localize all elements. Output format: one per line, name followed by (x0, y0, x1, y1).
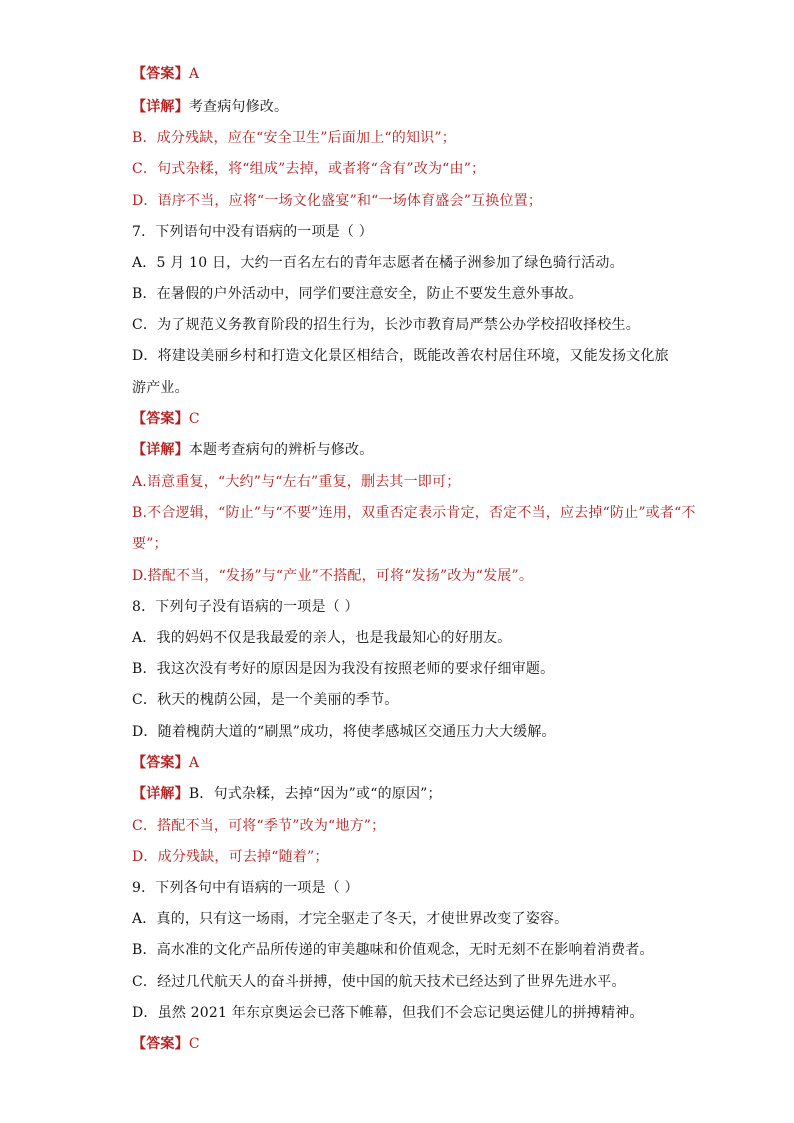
answer-label: 【答案】 (132, 1036, 189, 1052)
question-stem: 7．下列语句中没有语病的一项是（ ） (132, 224, 373, 240)
answer-value: A (188, 755, 200, 771)
detail-line (132, 440, 373, 460)
question-stem: 8．下列句子没有语病的一项是（ ） (132, 599, 359, 615)
option-line: A．真的，只有这一场雨，才完全驱走了冬天，才使世界改变了姿容。 (132, 911, 569, 927)
option-line: C．为了规范义务教育阶段的招生行为，长沙市教育局严禁公办学校招收择校生。 (132, 317, 640, 333)
option-line: B．高水准的文化产品所传递的审美趣味和价值观念，无时无刻不在影响着消费者。 (132, 942, 654, 958)
explanation-line: D.搭配不当，“发扬”与“产业”不搭配，可将“发扬”改为“发展”。 (132, 568, 534, 584)
option-line: C．秋天的槐荫公园，是一个美丽的季节。 (132, 692, 399, 708)
detail-text: 考查病句修改。 (188, 99, 289, 115)
answer-value: C (188, 411, 200, 427)
question-stem: 9．下列各句中有语病的一项是（ ） (132, 880, 359, 896)
answer-value: A (188, 66, 200, 82)
option-line: D．随着槐荫大道的“刷黑”成功，将使孝感城区交通压力大大缓解。 (132, 724, 556, 740)
option-line: D．虽然 2021 年东京奥运会已落下帷幕，但我们不会忘记奥运健儿的拼搏精神。 (132, 1005, 644, 1021)
option-line: C．经过几代航天人的奋斗拼搏，使中国的航天技术已经达到了世界先进水平。 (132, 974, 626, 990)
answer-label: 【答案】 (132, 755, 189, 771)
answer-line (132, 64, 199, 84)
detail-text: 本题考查病句的辨析与修改。 (188, 442, 374, 458)
explanation-line: D．成分残缺，可去掉“随着”； (132, 849, 329, 865)
option-line: B．在暑假的户外活动中，同学们要注意安全，防止不要发生意外事故。 (132, 286, 583, 302)
option-line: D．将建设美丽乡村和打造文化景区相结合，既能改善农村居住环境，又能发扬文化旅 (132, 348, 669, 364)
answer-line (132, 753, 199, 773)
explanation-line-continued: 要”； (132, 536, 168, 552)
option-line: A．我的妈妈不仅是我最爱的亲人，也是我最知心的好朋友。 (132, 630, 512, 646)
explanation-line: C．句式杂糅，将“组成”去掉，或者将“含有”改为“由”； (132, 161, 486, 177)
detail-line (132, 784, 442, 804)
answer-label: 【答案】 (132, 411, 189, 427)
answer-value: C (188, 1036, 200, 1052)
detail-label: 【详解】 (132, 786, 189, 802)
option-line: B．我这次没有考好的原因是因为我没有按照老师的要求仔细审题。 (132, 661, 555, 677)
detail-label: 【详解】 (132, 99, 189, 115)
explanation-line: A.语意重复，“大约”与“左右”重复，删去其一即可； (132, 474, 461, 490)
option-line: A．5 月 10 日，大约一百名左右的青年志愿者在橘子洲参加了绿色骑行活动。 (132, 255, 624, 271)
explanation-line: B.不合逻辑，“防止”与“不要”连用，双重否定表示肯定，否定不当，应去掉“防止”或者“不 (132, 505, 696, 521)
answer-line (132, 409, 200, 429)
detail-line (132, 97, 288, 117)
detail-text: B．句式杂糅，去掉“因为”或“的原因”； (188, 786, 442, 802)
explanation-line: B．成分残缺，应在“安全卫生”后面加上“的知识”； (132, 130, 456, 146)
answer-label: 【答案】 (132, 66, 189, 82)
option-line-continued: 游产业。 (132, 380, 189, 396)
explanation-line: C．搭配不当，可将“季节”改为“地方”； (132, 818, 386, 834)
answer-line (132, 1034, 200, 1054)
detail-label: 【详解】 (132, 442, 189, 458)
explanation-line: D．语序不当，应将“一场文化盛宴”和“一场体育盛会”互换位置； (132, 193, 543, 209)
